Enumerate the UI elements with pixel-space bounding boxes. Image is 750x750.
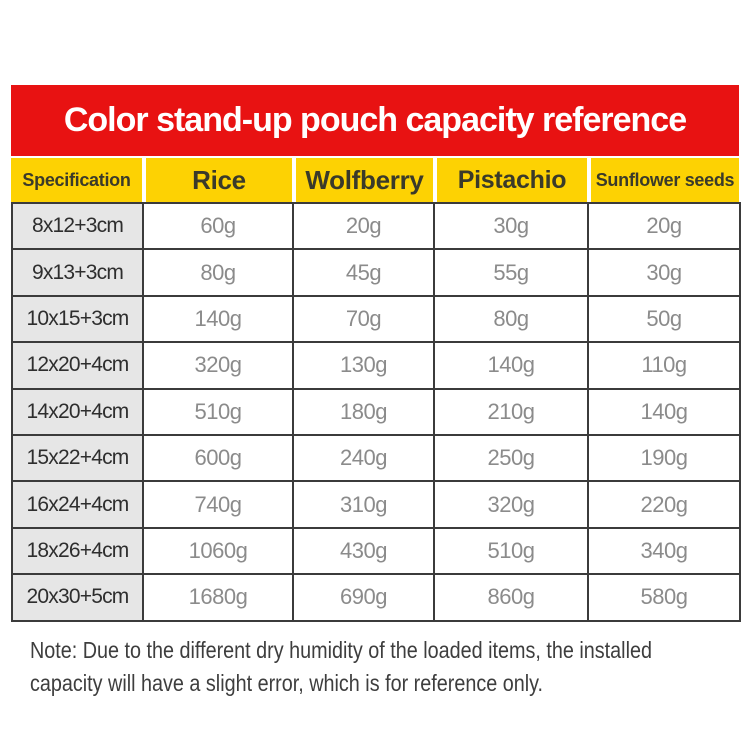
value-cell: 220g bbox=[589, 482, 741, 528]
note-line-2: capacity will have a slight error, which is for reference only. bbox=[30, 670, 544, 696]
spec-cell: 10x15+3cm bbox=[13, 297, 144, 343]
value-cell: 250g bbox=[435, 436, 589, 482]
value-cell: 70g bbox=[294, 297, 435, 343]
value-cell: 80g bbox=[144, 250, 294, 296]
column-header-rice: Rice bbox=[142, 158, 292, 202]
column-header-pistachio: Pistachio bbox=[433, 158, 587, 202]
page-title: Color stand-up pouch capacity reference bbox=[63, 101, 687, 139]
spec-cell: 12x20+4cm bbox=[13, 343, 144, 389]
value-cell: 110g bbox=[589, 343, 741, 389]
value-cell: 140g bbox=[589, 390, 741, 436]
value-cell: 510g bbox=[435, 529, 589, 575]
value-cell: 1680g bbox=[144, 575, 294, 621]
value-cell: 180g bbox=[294, 390, 435, 436]
value-cell: 240g bbox=[294, 436, 435, 482]
spec-cell: 18x26+4cm bbox=[13, 529, 144, 575]
value-cell: 690g bbox=[294, 575, 435, 621]
value-cell: 1060g bbox=[144, 529, 294, 575]
capacity-table bbox=[11, 202, 741, 622]
spec-cell: 15x22+4cm bbox=[13, 436, 144, 482]
column-header-sunflower-seeds: Sunflower seeds bbox=[587, 158, 739, 202]
column-header-specification: Specification bbox=[11, 158, 142, 202]
value-cell: 320g bbox=[435, 482, 589, 528]
note-text bbox=[30, 634, 652, 700]
value-cell: 860g bbox=[435, 575, 589, 621]
value-cell: 140g bbox=[144, 297, 294, 343]
value-cell: 510g bbox=[144, 390, 294, 436]
value-cell: 310g bbox=[294, 482, 435, 528]
value-cell: 430g bbox=[294, 529, 435, 575]
value-cell: 55g bbox=[435, 250, 589, 296]
value-cell: 580g bbox=[589, 575, 741, 621]
value-cell: 130g bbox=[294, 343, 435, 389]
value-cell: 30g bbox=[589, 250, 741, 296]
value-cell: 740g bbox=[144, 482, 294, 528]
value-cell: 190g bbox=[589, 436, 741, 482]
value-cell: 30g bbox=[435, 204, 589, 250]
value-cell: 80g bbox=[435, 297, 589, 343]
value-cell: 45g bbox=[294, 250, 435, 296]
value-cell: 210g bbox=[435, 390, 589, 436]
spec-cell: 16x24+4cm bbox=[13, 482, 144, 528]
value-cell: 340g bbox=[589, 529, 741, 575]
spec-cell: 8x12+3cm bbox=[13, 204, 144, 250]
note-line-1: Note: Due to the different dry humidity of the loaded items, the installed bbox=[30, 637, 652, 663]
value-cell: 600g bbox=[144, 436, 294, 482]
value-cell: 20g bbox=[294, 204, 435, 250]
column-header-wolfberry: Wolfberry bbox=[292, 158, 433, 202]
spec-cell: 20x30+5cm bbox=[13, 575, 144, 621]
value-cell: 60g bbox=[144, 204, 294, 250]
value-cell: 50g bbox=[589, 297, 741, 343]
table-header-row bbox=[11, 158, 739, 202]
spec-cell: 14x20+4cm bbox=[13, 390, 144, 436]
spec-cell: 9x13+3cm bbox=[13, 250, 144, 296]
value-cell: 140g bbox=[435, 343, 589, 389]
value-cell: 320g bbox=[144, 343, 294, 389]
title-banner bbox=[11, 85, 739, 156]
value-cell: 20g bbox=[589, 204, 741, 250]
